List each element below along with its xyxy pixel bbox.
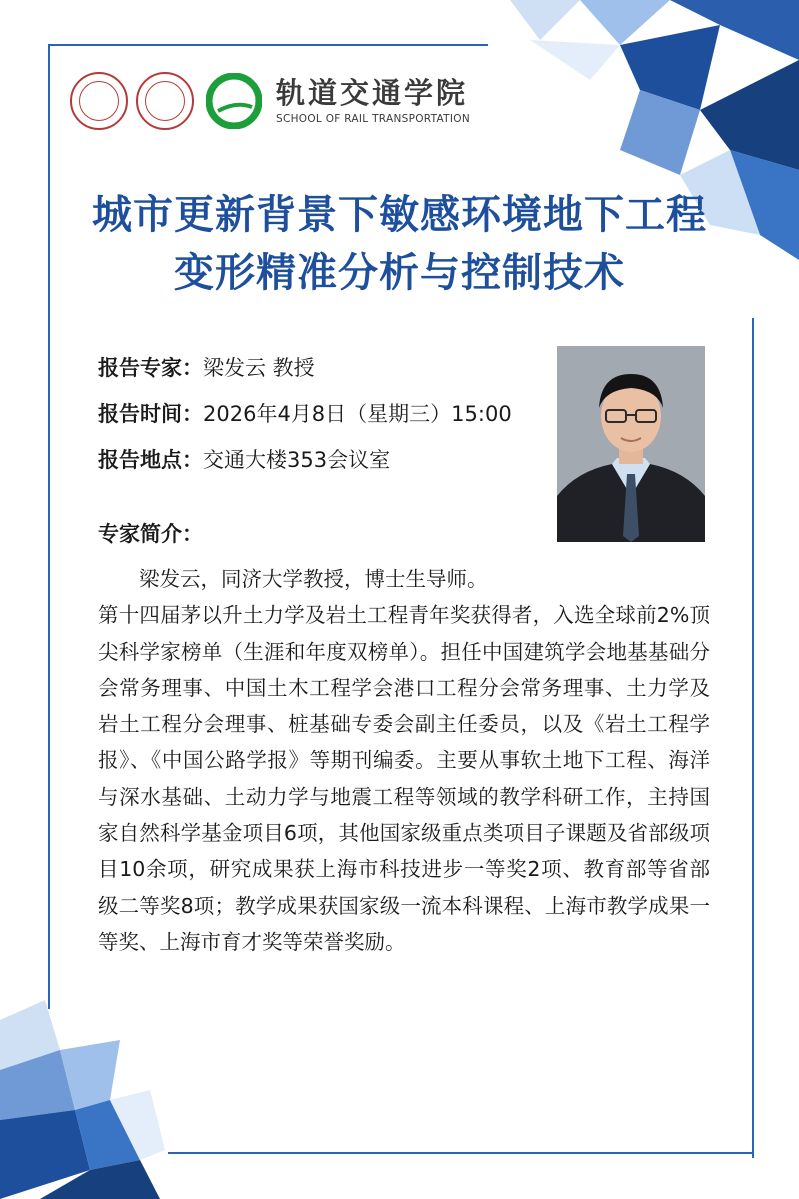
place-label: 报告地点：: [98, 448, 203, 472]
frame-right-line: [752, 318, 754, 1158]
info-row-place: [98, 437, 512, 483]
university-seal-logo: [70, 72, 128, 130]
title-line-1: 城市更新背景下敏感环境地下工程: [92, 192, 707, 238]
bio-body: 第十四届茅以升土力学及岩土工程青年奖获得者，入选全球前2%顶尖科学家榜单（生涯和年度双榜单）。担任中国建筑学会地基基础分会常务理事、中国土木工程学会港口工程分会常务理事、土力学及岩土工程分会理事、桩基础专委会副主任委员，以及《岩土工程学报》、《中国公路学报》等期刊编委。主要从事软土地下工程、海洋与深水基础、土动力学与地震工程等领域的教学科研工作，主持国家自然科学基金项目6项，其他国家级重点类项目子课题及省部级项目10余项，研究成果获上海市科技进步一等奖2项、教育部等省部级二等奖8项；教学成果获国家级一流本科课程、上海市教学成果一等奖、上海市育才奖等荣誉奖励。: [98, 603, 710, 954]
school-name-en: SCHOOL OF RAIL TRANSPORTATION: [276, 113, 470, 125]
bio-text: [98, 561, 710, 960]
time-value: 2026年4月8日（星期三）15:00: [203, 402, 512, 426]
title-line-2: 变形精准分析与控制技术: [174, 250, 625, 296]
place-value: 交通大楼353会议室: [203, 448, 391, 472]
header: [70, 70, 470, 132]
expert-label: 报告专家：: [98, 356, 203, 380]
bio-heading: 专家简介：: [98, 522, 203, 546]
school-name: [276, 77, 470, 125]
info-row-time: [98, 391, 512, 437]
lecture-title: [0, 186, 799, 302]
bottom-left-decoration: [0, 1000, 170, 1199]
frame-top-line: [48, 44, 488, 46]
expert-value: 梁发云 教授: [203, 356, 315, 380]
bio-first-line: 梁发云，同济大学教授，博士生导师。: [139, 567, 488, 591]
rail-school-logo-icon: [206, 73, 262, 129]
speaker-photo: [557, 346, 705, 542]
frame-bottom-line: [168, 1152, 754, 1154]
time-label: 报告时间：: [98, 402, 203, 426]
university-seal-logo-2: [136, 72, 194, 130]
info-row-expert: [98, 345, 512, 391]
school-name-cn: 轨道交通学院: [276, 76, 469, 110]
lecture-info: [98, 345, 512, 483]
